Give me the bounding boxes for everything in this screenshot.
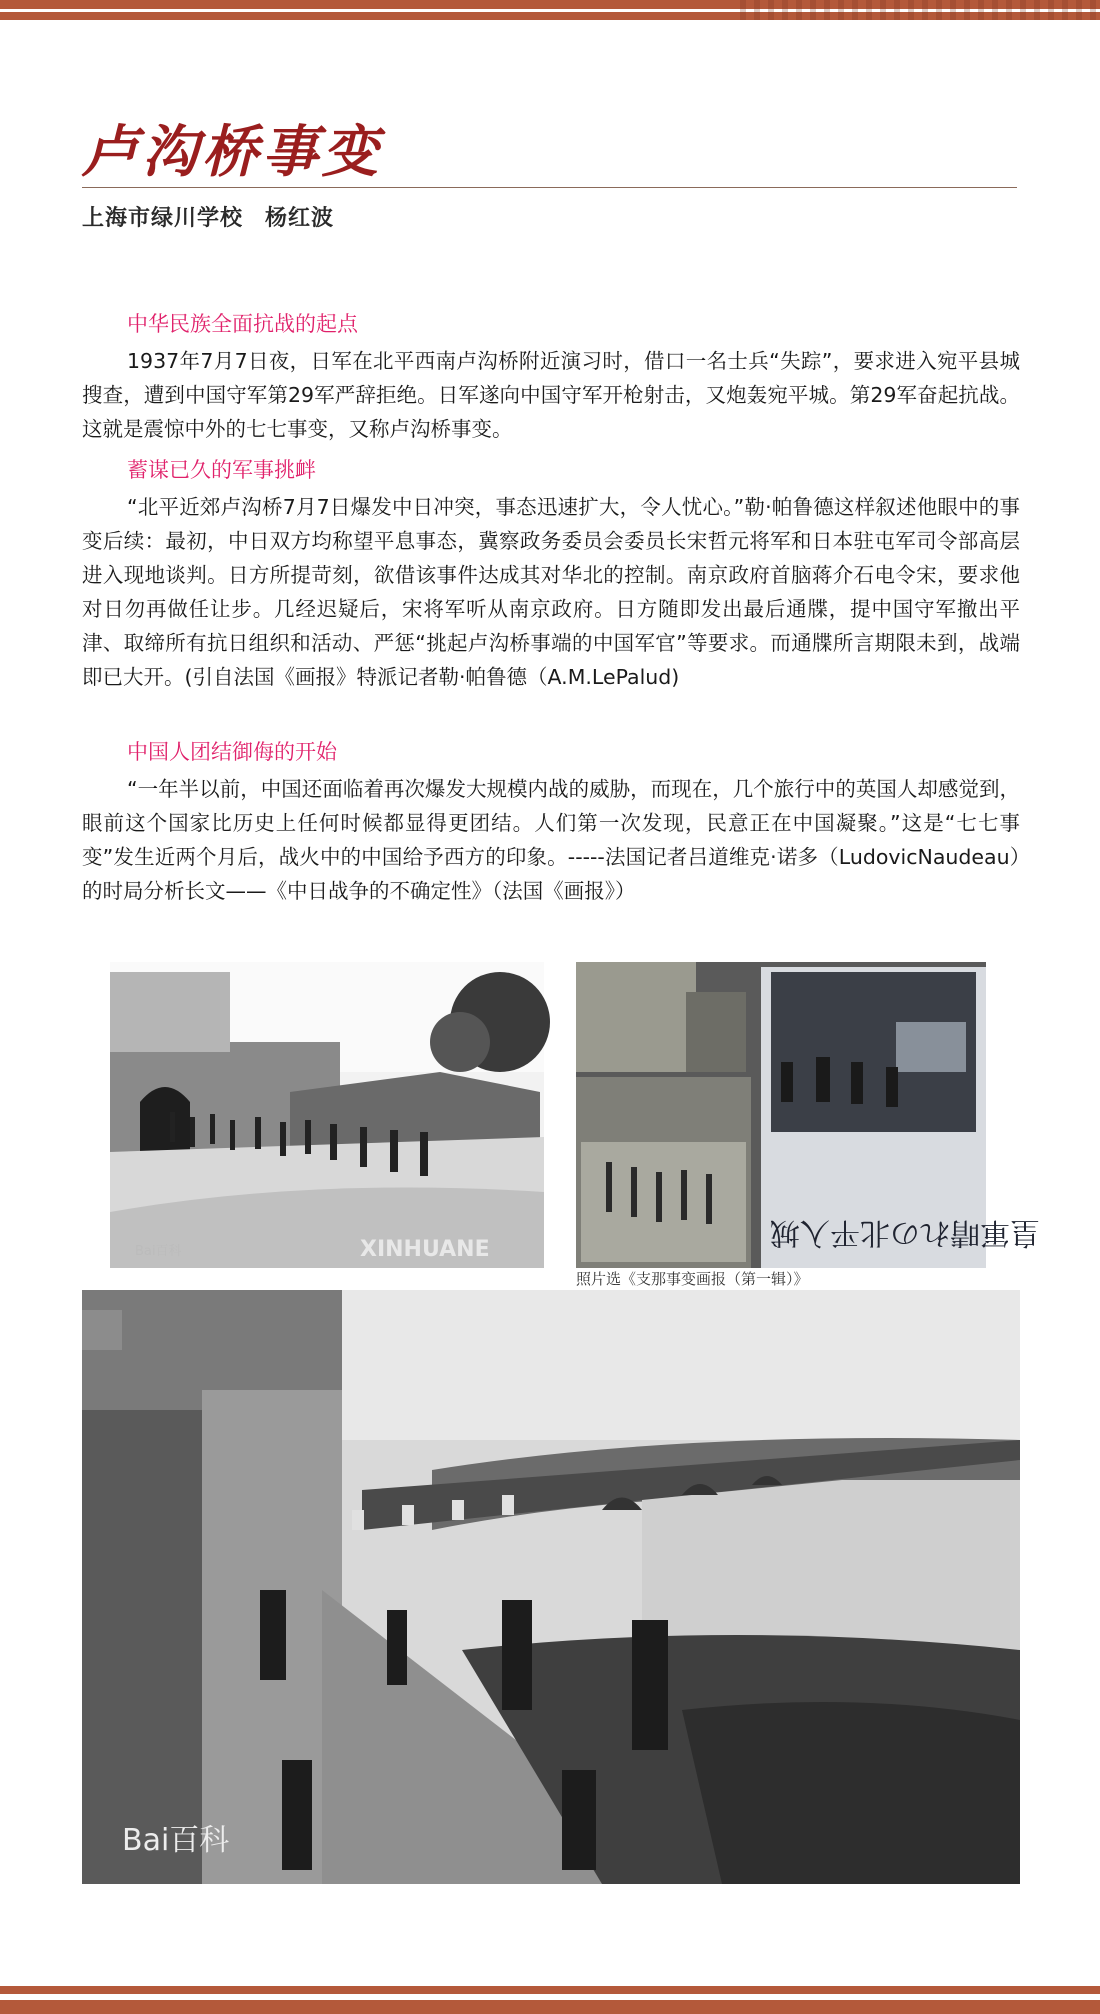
author-line: [82, 201, 334, 232]
author-school: 上海市绿川学校: [82, 206, 244, 231]
section-heading: 蓄谋已久的军事挑衅: [127, 458, 316, 482]
section-paragraph: “一年半以前，中国还面临着再次爆发大规模内战的威胁，而现在，几个旅行中的英国人却感觉到，眼前这个国家比历史上任何时候都显得更团结。人们第一次发现，民意正在中国凝聚。”这是“七七事变”发生近两个月后，战火中的中国给予西方的印象。-----法国记者吕道维克·诺多（LudovicNaudeau）的时局分析长文——《中日战争的不确定性》（法国《画报》）: [82, 777, 1020, 903]
bottom-decorative-bar: [0, 1986, 1100, 2014]
watermark-baike: Bai百科: [135, 1244, 182, 1259]
section-paragraph: “北平近郊卢沟桥7月7日爆发中日冲突，事态迅速扩大，令人忧心。”勒·帕鲁德这样叙述他眼中的事变后续：最初，中日双方均称望平息事态，冀察政务委员会委员长宋哲元将军和日本驻屯军司令部高层进入现地谈判。日方所提苛刻，欲借该事件达成其对华北的控制。南京政府首脑蒋介石电令宋，要求他对日勿再做任让步。几经迟疑后，宋将军听从南京政府。日方随即发出最后通牒，提中国守军撤出平津、取缔所有抗日组织和活动、严惩“挑起卢沟桥事端的中国军官”等要求。而通牒所言期限未到，战端即已大开。(引自法国《画报》特派记者勒·帕鲁德（A.M.LePalud): [82, 495, 1020, 689]
watermark-xinhua: XINHUANE: [360, 1237, 490, 1262]
photo-marco-polo-bridge: [82, 1290, 1020, 1884]
section-unity: [82, 736, 1020, 908]
photo-troops-city-gate: [110, 962, 544, 1268]
photo-caption: 照片选《支那事变画报（第一辑）》: [576, 1270, 809, 1288]
section-provocation: [82, 454, 1020, 694]
magazine-banner-text: 皇軍晴れの北平入城: [770, 1215, 1040, 1250]
page-title: 卢沟桥事变: [82, 120, 382, 185]
title-divider: [82, 187, 1017, 188]
top-decorative-bar: [0, 0, 1100, 24]
photo-magazine-pages: [576, 962, 1040, 1268]
watermark-baike: Bai百科: [122, 1823, 230, 1858]
section-paragraph: 1937年7月7日夜，日军在北平西南卢沟桥附近演习时，借口一名士兵“失踪”，要求进入宛平县城搜查，遭到中国守军第29军严辞拒绝。日军遂向中国守军开枪射击，又炮轰宛平城。第29军奋起抗战。这就是震惊中外的七七事变，又称卢沟桥事变。: [82, 349, 1020, 441]
section-heading: 中国人团结御侮的开始: [127, 740, 337, 764]
section-start-of-war: [82, 308, 1020, 446]
author-name: 杨红波: [265, 206, 335, 231]
section-heading: 中华民族全面抗战的起点: [127, 312, 358, 336]
